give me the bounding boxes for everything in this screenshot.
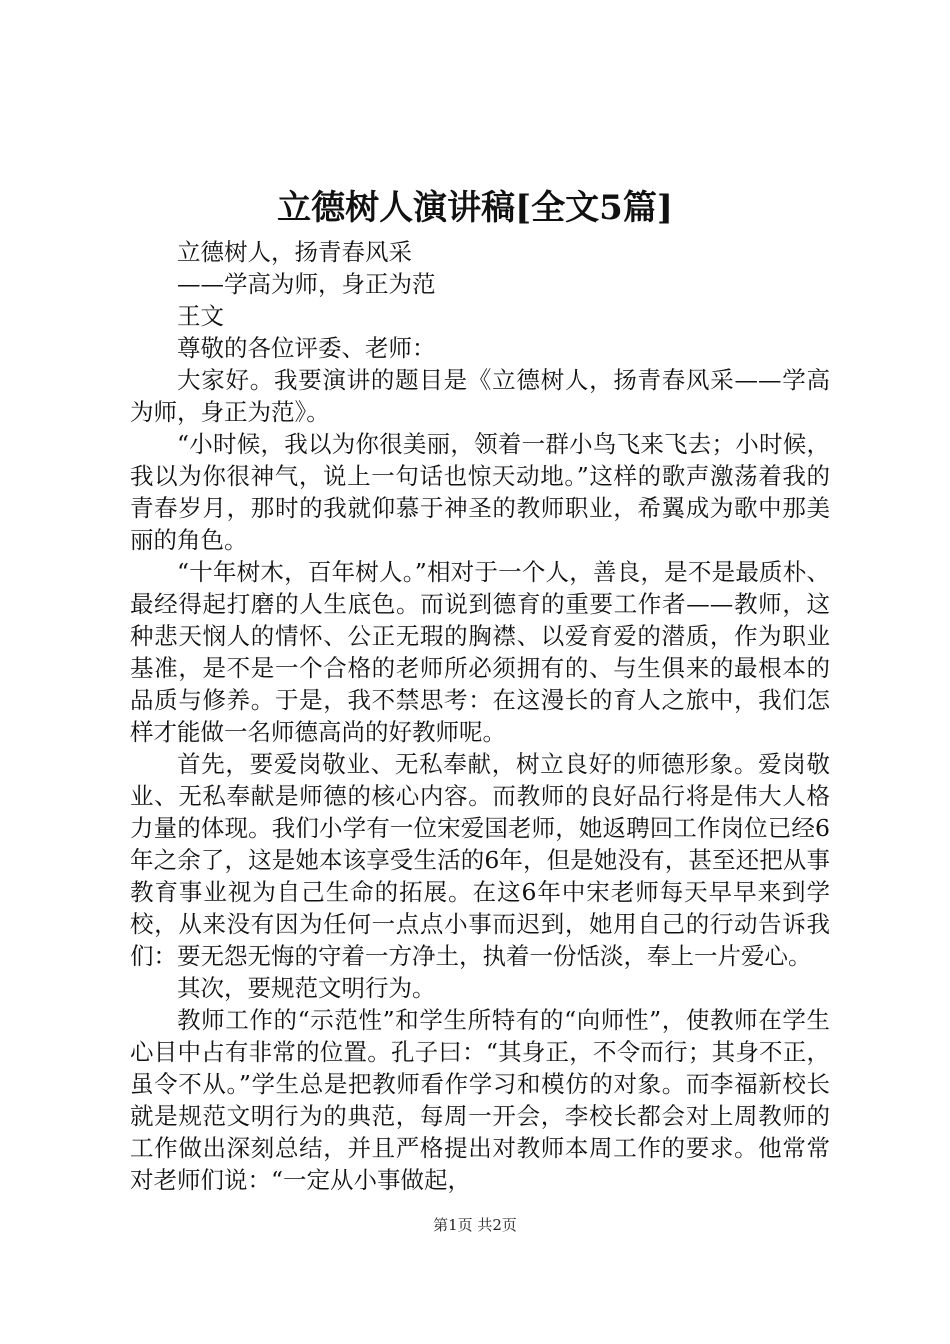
paragraph-body: “小时候，我以为你很美丽，领着一群小鸟飞来飞去；小时候，我以为你很神气，说上一句话也惊天动地。”这样的歌声激荡着我的青春岁月，那时的我就仰慕于神圣的教师职业，希翼成为歌中那美丽的角色。 [130,430,830,554]
paragraph-body: “十年树木，百年树人。”相对于一个人，善良，是不是最质朴、最经得起打磨的人生底色。而说到德育的重要工作者——教师，这种悲天悯人的情怀、公正无瑕的胸襟、以爱育爱的潜质，作为职业基准，是不是一个合格的老师所必须拥有的、与生俱来的最根本的品质与修养。于是，我不禁思考：在这漫长的育人之旅中，我们怎样才能做一名师德高尚的好教师呢。 [130,558,830,746]
paragraph-subheading: ——学高为师，身正为范 [177,270,436,298]
paragraph-salutation: 尊敬的各位评委、老师： [177,334,436,362]
paragraph-body: 首先，要爱岗敬业、无私奉献，树立良好的师德形象。爱岗敬业、无私奉献是师德的核心内容。而教师的良好品行将是伟大人格力量的体现。我们小学有一位宋爱国老师，她返聘回工作岗位已经6年之余了，这是她本该享受生活的6年，但是她没有，甚至还把从事教育事业视为自己生命的拓展。在这6年中宋老师每天早早来到学校，从来没有因为任何一点点小事而迟到，她用自己的行动告诉我们：要无怨无悔的守着一方净土，执着一份恬淡，奉上一片爱心。 [130,750,830,970]
paragraph-author: 王文 [177,302,224,330]
paragraph-body: 教师工作的“示范性”和学生所特有的“向师性”，使教师在学生心目中占有非常的位置。孔子曰：“其身正，不令而行；其身不正，虽令不从。”学生总是把教师看作学习和模仿的对象。而李福新校长就是规范文明行为的典范，每周一开会，李校长都会对上周教师的工作做出深刻总结，并且严格提出对教师本周工作的要求。他常常对老师们说：“一定从小事做起， [130,1006,830,1194]
page-number: 第1页 共2页 [433,1216,517,1234]
paragraph-greeting: 大家好。我要演讲的题目是《立德树人，扬青春风采——学高为师，身正为范》。 [130,366,830,426]
document-title: 立德树人演讲稿[全文5篇] [277,188,673,228]
paragraph-body: 其次，要规范文明行为。 [177,974,436,1002]
document-body [130,236,830,1196]
paragraph-subtitle: 立德树人，扬青春风采 [177,238,412,266]
